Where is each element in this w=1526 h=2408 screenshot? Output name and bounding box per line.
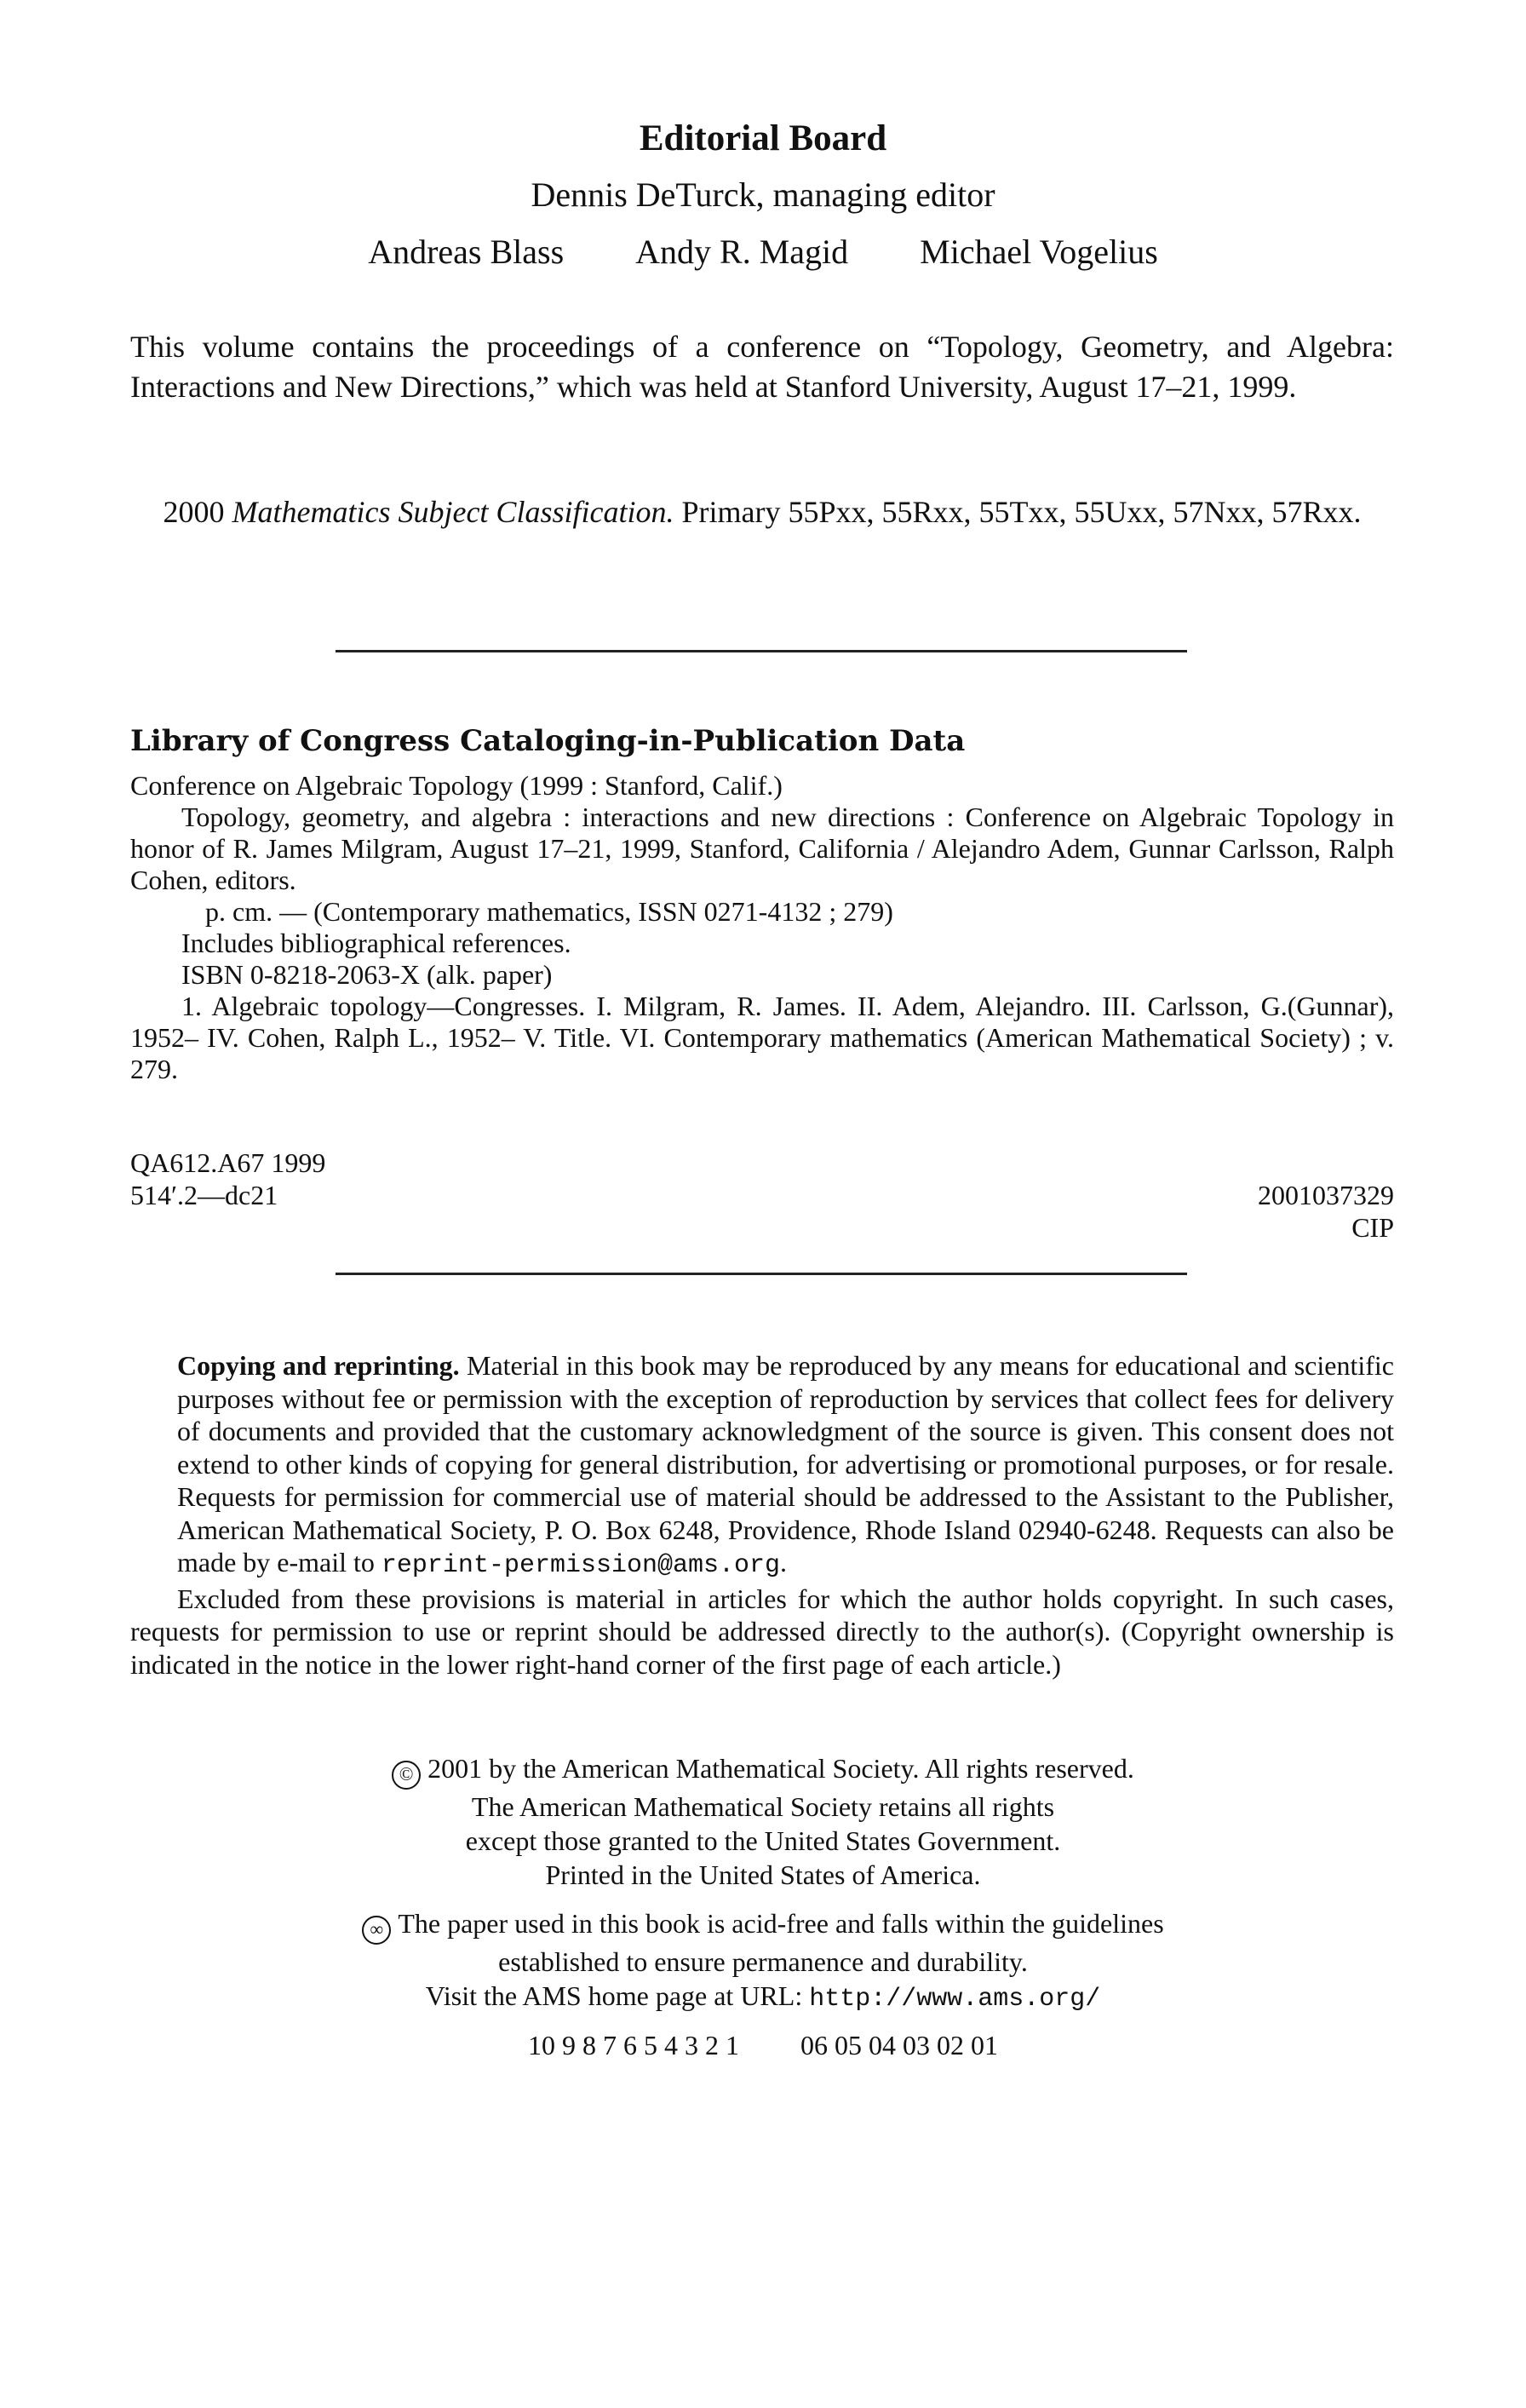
rights-line-1 (0, 1751, 1526, 1790)
paper-line-3 (0, 1979, 1526, 2016)
cip-label: CIP (1351, 1212, 1394, 1243)
cip-line: ISBN 0-8218-2063-X (alk. paper) (181, 959, 553, 990)
msc-year: 2000 (163, 495, 225, 529)
cip-heading: Library of Congress Cataloging-in-Publication Data (130, 724, 966, 758)
call-number: QA612.A67 1999 (130, 1147, 326, 1178)
cip-line: p. cm. — (Contemporary mathematics, ISSN 0271-4132 ; 279) (205, 896, 893, 927)
editor-name: Andy R. Magid (635, 233, 849, 271)
managing-editor: Dennis DeTurck, managing editor (531, 175, 995, 214)
copying-paragraph-2 (130, 1583, 1394, 1681)
editorial-board-title: Editorial Board (639, 118, 887, 158)
copying-text-2: Excluded from these provisions is material in articles for which the author holds copyright. In such cases, requests for permission to use or reprint should be addressed directly to the author(s). (Copyright ownership is indicated in the notice in the lower right-hand corner of the first page of each article.) (130, 1583, 1394, 1680)
cip-line: 1. Algebraic topology—Congresses. I. Milgram, R. James. II. Adem, Alejandro. III. Carlsson, G.(Gunnar), 1952– IV. Cohen, Ralph L., 1952– V. Title. VI. Contemporary mathematics (American Mathematical Society) ; v. 279. (130, 991, 1394, 1084)
rights-line-4: Printed in the United States of America. (545, 1859, 981, 1890)
msc-codes: Primary 55Pxx, 55Rxx, 55Txx, 55Uxx, 57Nxx, 57Rxx. (681, 495, 1362, 529)
url-prefix: Visit the AMS home page at URL: (425, 1980, 803, 2011)
copying-section (130, 1349, 1395, 1681)
editors-list (0, 232, 1526, 272)
impression-numbers: 10 9 8 7 6 5 4 3 2 1 (528, 2030, 739, 2060)
editor-name: Michael Vogelius (920, 233, 1158, 271)
lccn: 2001037329 (1258, 1180, 1394, 1210)
paper-text: The paper used in this book is acid-free and falls within the guidelines (398, 1908, 1164, 1939)
ams-url-link[interactable]: http://www.ams.org/ (809, 1985, 1101, 2014)
rights-line-2: The American Mathematical Society retains all rights (471, 1791, 1055, 1822)
copying-text-end: . (780, 1547, 787, 1578)
rights-block (0, 1751, 1526, 1892)
printing-line (0, 2030, 1526, 2061)
cip-line: Conference on Algebraic Topology (1999 : Stanford, Calif.) (130, 770, 783, 801)
divider (336, 1273, 1187, 1275)
paper-line-2: established to ensure permanence and durability. (498, 1946, 1028, 1977)
proceedings-note: This volume contains the proceedings of a conference on “Topology, Geometry, and Algebra: Interactions and New Directions,” which was held at Stanford University, August 17–21, 1999. (130, 330, 1394, 404)
copying-text: Material in this book may be reproduced by any means for educational and scientific purposes without fee or permission with the exception of reproduction by services that collect fees for delivery of documents and provided that the customary acknowledgment of the source is given. This consent does not extend to other kinds of copying for general distribution, for advertising or promotional purposes, or for resale. Requests for permission for commercial use of material should be addressed to the Assistant to the Publisher, American Mathematical Society, P. O. Box 6248, Providence, Rhode Island 02940-6248. Requests can also be made by e-mail to (177, 1350, 1395, 1578)
paper-line-1 (0, 1906, 1526, 1945)
editor-name: Andreas Blass (368, 233, 565, 271)
cip-block (130, 770, 1394, 1085)
cip-line: Includes bibliographical references. (181, 928, 571, 958)
paper-block (0, 1906, 1526, 2016)
copying-heading: Copying and reprinting. (177, 1350, 460, 1381)
printing-years: 06 05 04 03 02 01 (800, 2030, 998, 2060)
divider (336, 650, 1187, 652)
rights-text: 2001 by the American Mathematical Society. All rights reserved. (427, 1753, 1134, 1784)
subject-classification (130, 492, 1394, 532)
copying-paragraph-1 (177, 1349, 1394, 1583)
cip-line: Topology, geometry, and algebra : interactions and new directions : Conference on Algebraic Topology in honor of R. James Milgram, August 17–21, 1999, Stanford, California / Alejandro Adem, Gunnar Carlsson, Ralph Cohen, editors. (130, 802, 1394, 895)
msc-label: Mathematics Subject Classification. (232, 495, 674, 529)
dewey-number: 514′.2—dc21 (130, 1180, 278, 1210)
copyright-icon: © (392, 1761, 421, 1790)
rights-line-3: except those granted to the United States Government. (465, 1825, 1061, 1856)
permission-email: reprint-permission@ams.org (381, 1551, 780, 1580)
infinity-icon: ∞ (362, 1916, 391, 1945)
